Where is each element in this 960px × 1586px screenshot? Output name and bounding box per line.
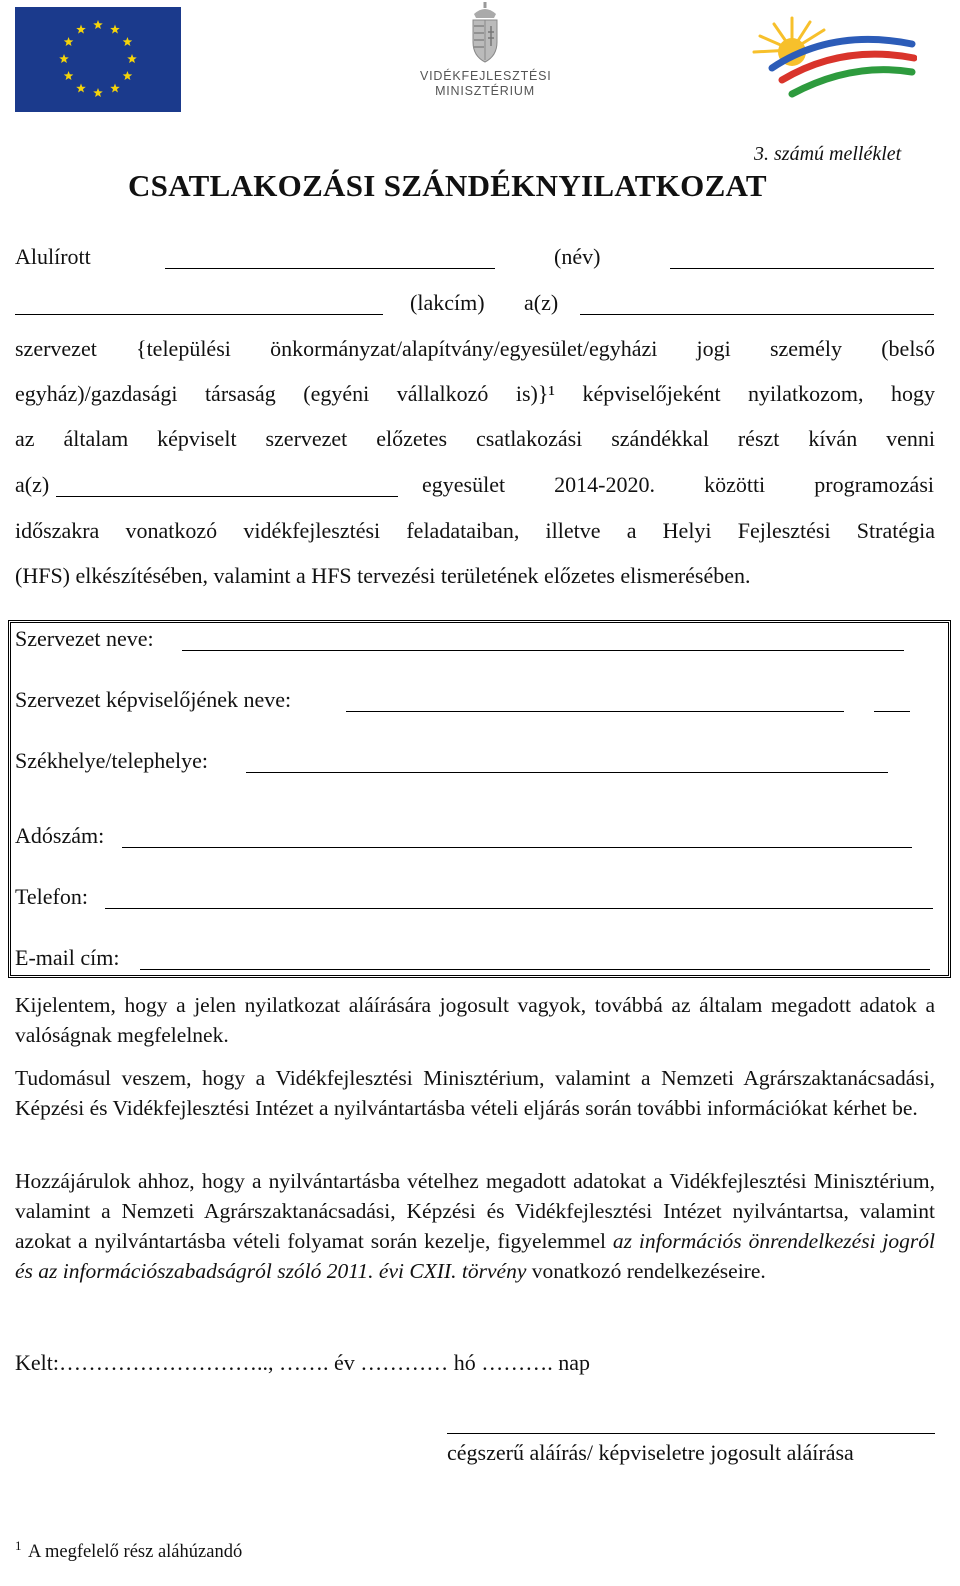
address-field-label: Székhelye/telephelye: [15, 748, 209, 773]
organization-data-box [8, 620, 951, 978]
rep-name-field[interactable] [346, 711, 844, 712]
address-field[interactable] [246, 772, 888, 773]
declaration-paragraph-3 [15, 1166, 935, 1286]
az-label-2: a(z) [15, 472, 50, 497]
phone-field[interactable] [105, 908, 933, 909]
address-label: (lakcím) [410, 290, 485, 315]
footnote-mark: 1 [15, 1538, 22, 1553]
rep-name-label: Szervezet képviselőjének neve: [15, 687, 292, 712]
intro-line-7: időszakra vonatkozó vidékfejlesztési feladataiban, illetve a Helyi Fejlesztési Stratégia [15, 518, 935, 543]
address-blank-line [15, 314, 383, 315]
declaration-paragraph-2: Tudomásul veszem, hogy a Vidékfejlesztési Minisztérium, valamint a Nemzeti Agrárszaktanácsadási, Képzési és Vidékfejlesztési Intézet a nyilvántartásba vételi eljárás során további információkat kérhet be. [15, 1066, 935, 1120]
org-name-field[interactable] [182, 650, 904, 651]
rep-name-field-tail [874, 711, 910, 712]
signature-label: cégszerű aláírás/ képviseletre jogosult aláírása [447, 1440, 854, 1465]
alulirott-label: Alulírott [15, 244, 91, 269]
eu-flag-icon [15, 7, 181, 112]
ministry-name-line1: VIDÉKFEJLESZTÉSI [420, 69, 552, 83]
phone-label: Telefon: [15, 884, 88, 909]
ministry-logo [420, 2, 550, 100]
org-name-label: Szervezet neve: [15, 626, 154, 651]
intro-line-8: (HFS) elkészítésében, valamint a HFS tervezési területének előzetes elismerésében. [15, 563, 751, 588]
name-label: (név) [554, 244, 601, 269]
association-blank-line [56, 496, 398, 497]
page-title: CSATLAKOZÁSI SZÁNDÉKNYILATKOZAT [128, 168, 767, 203]
tax-number-field[interactable] [122, 847, 912, 848]
name-blank-line-2 [670, 268, 934, 269]
footnote-text: A megfelelő rész aláhúzandó [28, 1542, 243, 1562]
declaration-paragraph-1: Kijelentem, hogy a jelen nyilatkozat aláírására jogosult vagyok, továbbá az általam megadott adatok a valóságnak megfelelnek. [15, 993, 935, 1047]
paragraph-3-text-b: vonatkozó rendelkezéseire. [526, 1259, 766, 1283]
intro-line-3: szervezet {települési önkormányzat/alapítvány/egyesület/egyházi jogi személy (belső [15, 336, 935, 361]
annex-label: 3. számú melléklet [754, 143, 902, 165]
email-field[interactable] [140, 969, 930, 970]
az-label: a(z) [524, 290, 559, 315]
name-blank-line [165, 268, 495, 269]
tax-number-label: Adószám: [15, 823, 105, 848]
date-line[interactable]: Kelt:……………………….., ……. év ………… hó ………. nap [15, 1350, 591, 1375]
org-blank-line [580, 314, 934, 315]
ministry-name-line2: MINISZTÉRIUM [435, 84, 535, 98]
signature-line[interactable] [447, 1433, 935, 1434]
rainbow-sun-logo [752, 10, 917, 102]
paragraph-3-text-a: Hozzájárulok ahhoz, hogy a nyilvántartásba vételhez megadott adatokat a Vidékfejlesztési Minisztérium, valamint a Nemzeti Agrárszaktanácsadási, Képzési és Vidékfejlesztési Intézet nyilvántartsa, valamint azokat a nyilvántartásba vételi folyamat során kezelje, figyelemmel [15, 1169, 935, 1253]
ministry-name [420, 69, 550, 99]
hungarian-coat-of-arms-icon [468, 2, 502, 64]
paragraph-3-law-title: az információs önrendelkezési jogról és az információszabadságról szóló 2011. évi CXII. törvény [15, 1229, 936, 1283]
email-label: E-mail cím: [15, 945, 120, 970]
intro-line-4: egyház)/gazdasági társaság (egyéni vállalkozó is)}¹ képviselőjeként nyilatkozom, hogy [15, 381, 935, 406]
intro-line-5: az általam képviselt szervezet előzetes csatlakozási szándékkal részt kíván venni [15, 426, 935, 451]
intro-line-6: egyesület 2014-2020. közötti programozási [422, 472, 934, 497]
